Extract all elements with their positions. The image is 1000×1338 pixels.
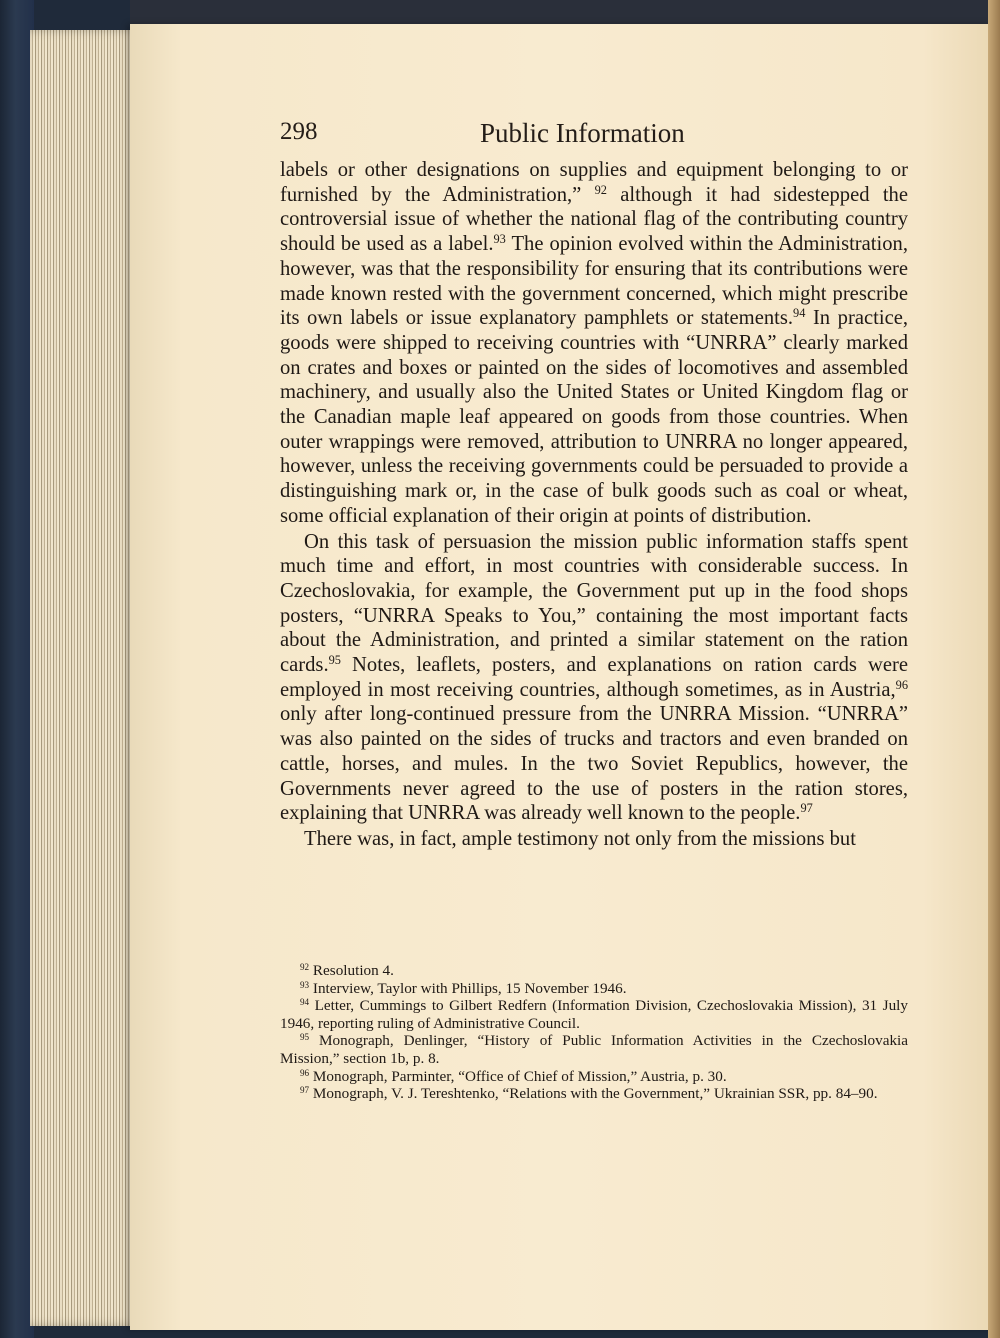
body-text	[280, 158, 908, 852]
running-title: Public Information	[480, 118, 685, 148]
footnote-text: Monograph, Denlinger, “History of Public Information Activities in the Czechoslovakia Mission,” section 1b, p. 8.	[280, 1032, 908, 1067]
footnote-number: 97	[300, 1085, 310, 1096]
footnote-97	[280, 1085, 908, 1103]
paragraph-2	[280, 530, 908, 826]
footnote-text: Letter, Cummings to Gilbert Redfern (Information Division, Czechoslovakia Mission), 31 July 1946, reporting ruling of Administrative Council.	[280, 997, 908, 1032]
footnote-95	[280, 1032, 908, 1067]
facing-page-edge	[988, 0, 1000, 1338]
text-run: Notes, leaflets, posters, and explanations on ration cards were employed in most receiving countries, although sometimes, as in Austria,	[280, 654, 908, 701]
footnote-number: 95	[300, 1032, 310, 1043]
footnote-96	[280, 1068, 908, 1086]
footnote-number: 93	[300, 979, 310, 990]
footnote-94	[280, 997, 908, 1032]
book-cover-edge	[0, 0, 34, 1338]
footnote-92	[280, 962, 908, 980]
footnote-text: Resolution 4.	[309, 962, 394, 979]
page-number: 298	[280, 118, 318, 145]
footnote-ref-93: 93	[493, 232, 506, 247]
paragraph-3: There was, in fact, ample testimony not only from the missions but	[304, 827, 856, 850]
text-run: although it had sidestepped the controversial issue of whether the national flag of the contributing country should be used as a label.	[280, 183, 908, 256]
footnote-ref-97: 97	[800, 801, 813, 816]
text-run: labels or other designations on supplies and equipment belonging to or furnished by the Administration,”	[280, 159, 908, 206]
text-run: only after long-continued pressure from the UNRRA Mission. “UNRRA” was also painted on the sides of trucks and tractors and even branded on cattle, horses, and mules. In the two Soviet Republics, however, the Governments never agreed to the use of posters in the ration stores, explaining that UNRRA was already well known to the people.	[280, 703, 908, 825]
footnote-number: 92	[300, 961, 310, 972]
footnote-number: 96	[300, 1067, 310, 1078]
running-head	[280, 118, 910, 158]
text-run: The opinion evolved within the Administration, however, was that the responsibility for ensuring that its contributions were made known rested with the government concerned, which might prescribe its own labels or issue explanatory pamphlets or statements.	[280, 233, 908, 330]
footnote-text: Interview, Taylor with Phillips, 15 November 1946.	[309, 979, 627, 997]
footnote-text: Monograph, V. J. Tereshtenko, “Relations with the Government,” Ukrainian SSR, pp. 84–90.	[309, 1085, 878, 1103]
footnote-text: Monograph, Parminter, “Office of Chief of Mission,” Austria, p. 30.	[309, 1067, 727, 1085]
footnote-ref-96: 96	[895, 677, 908, 692]
footnote-93	[280, 980, 908, 998]
scan-background	[130, 0, 1000, 26]
text-run: In practice, goods were shipped to receiving countries with “UNRRA” clearly marked on crates and boxes or painted on the sides of locomotives and assembled machinery, and usually also the United States or United Kingdom flag or the Canadian maple leaf appeared on goods from those countries. When outer wrappings were removed, attribution to UNRRA no longer appeared, however, unless the receiving governments could be persuaded to provide a distinguishing mark or, in the case of bulk goods such as coal or wheat, some official explanation of their origin at points of distribution.	[280, 307, 908, 527]
page-stack-edge	[30, 30, 140, 1326]
footnotes	[280, 962, 908, 1103]
footnote-ref-95: 95	[328, 653, 341, 668]
paragraph-1	[280, 158, 908, 529]
footnote-ref-94: 94	[793, 306, 806, 321]
footnote-number: 94	[300, 997, 310, 1008]
text-run: On this task of persuasion the mission public information staffs spent much time and effort, in most countries with considerable success. In Czechoslovakia, for example, the Government put up in the food shops posters, “UNRRA Speaks to You,” containing the most important facts about the Administration, and printed a similar statement on the ration cards.	[280, 530, 908, 677]
footnote-ref-92: 92	[594, 182, 607, 197]
